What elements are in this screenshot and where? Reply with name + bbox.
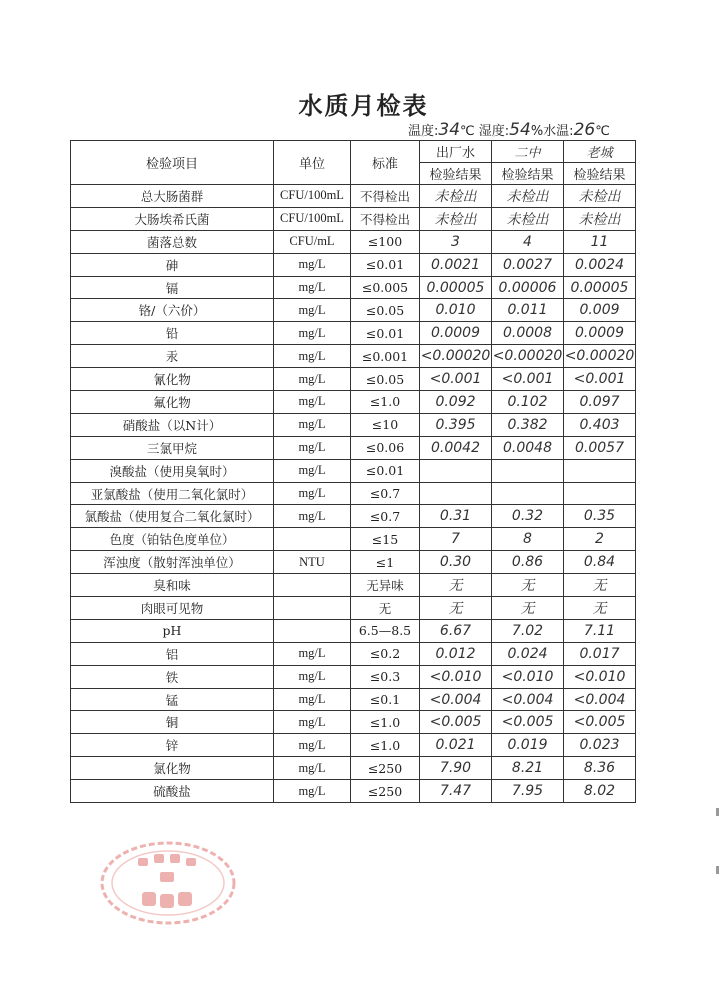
row-result-site-3 [564,276,636,299]
row-standard: ≤0.01 [351,459,420,482]
row-unit: mg/L [274,505,351,528]
table-row [71,413,636,436]
handwritten-value: <0.010 [429,668,482,685]
row-unit: mg/L [274,368,351,391]
row-result-site-3 [564,619,636,642]
table-row [71,276,636,299]
table-row [71,665,636,688]
handwritten-value: 无 [448,578,463,595]
row-item: 溴酸盐（使用臭氧时） [71,459,274,482]
row-result-site-3 [564,299,636,322]
row-standard: ≤0.01 [351,322,420,345]
handwritten-value: 无 [520,600,535,617]
row-result-factory [420,413,492,436]
table-row [71,299,636,322]
table-row [71,207,636,230]
row-standard: ≤250 [351,780,420,803]
handwritten-value: 未检出 [506,188,549,205]
row-item: 浑浊度（散射浑浊单位） [71,551,274,574]
handwritten-value: 3 [451,233,460,250]
row-result-factory [420,597,492,620]
row-item: pH [71,619,274,642]
header-site-factory: 出厂水 [420,141,492,163]
row-item: 氟化物 [71,391,274,414]
table-row [71,459,636,482]
row-unit [274,528,351,551]
row-unit: CFU/100mL [274,185,351,208]
water-quality-table [70,140,636,803]
row-result-factory [420,276,492,299]
handwritten-value: <0.004 [429,691,482,708]
humidity-unit: % [530,124,544,139]
row-standard: ≤100 [351,230,420,253]
row-result-factory [420,528,492,551]
table-row [71,642,636,665]
row-item: 硝酸盐（以N计） [71,413,274,436]
row-standard: 无异味 [351,574,420,597]
water-temp-value: 26 [573,120,596,140]
row-standard: ≤0.7 [351,505,420,528]
row-result-factory [420,345,492,368]
row-unit: mg/L [274,665,351,688]
header-standard: 标准 [351,141,420,185]
row-standard: ≤0.001 [351,345,420,368]
row-result-site-2 [492,665,564,688]
row-unit: mg/L [274,734,351,757]
row-result-factory [420,207,492,230]
row-standard: ≤0.005 [351,276,420,299]
row-result-site-2 [492,528,564,551]
table-row [71,711,636,734]
handwritten-value: 0.31 [439,508,472,525]
row-standard: ≤1 [351,551,420,574]
row-result-site-3 [564,436,636,459]
row-result-site-2 [492,619,564,642]
humidity-label: 湿度: [478,124,510,139]
handwritten-value: 0.403 [579,416,620,433]
row-standard: ≤250 [351,757,420,780]
row-result-site-3 [564,482,636,505]
table-row [71,253,636,276]
row-item: 铝 [71,642,274,665]
handwritten-value: <0.00020 [420,348,491,365]
table-row [71,757,636,780]
handwritten-value: 0.011 [507,302,548,319]
row-item: 色度（铂钴色度单位） [71,528,274,551]
handwritten-value: 7.02 [511,622,544,639]
row-unit: mg/L [274,391,351,414]
row-unit: mg/L [274,276,351,299]
handwritten-value: 无 [448,600,463,617]
row-result-factory [420,665,492,688]
row-result-site-3 [564,551,636,574]
handwritten-value: 0.30 [439,554,472,571]
row-standard: ≤0.01 [351,253,420,276]
row-result-factory [420,505,492,528]
handwritten-value: 11 [590,233,609,250]
handwritten-value: 0.009 [579,302,620,319]
row-result-site-2 [492,345,564,368]
row-result-site-2 [492,734,564,757]
handwritten-value: <0.010 [501,668,554,685]
row-item: 三氯甲烷 [71,436,274,459]
row-result-site-2 [492,207,564,230]
row-result-site-2 [492,711,564,734]
row-standard: 6.5—8.5 [351,619,420,642]
handwritten-value: 未检出 [506,211,549,228]
handwritten-value: 0.00005 [570,279,629,296]
handwritten-value: <0.005 [429,714,482,731]
row-result-site-2 [492,482,564,505]
row-unit: mg/L [274,757,351,780]
row-result-site-2 [492,757,564,780]
row-standard: ≤0.06 [351,436,420,459]
water-temp-label: 水温: [543,124,574,139]
row-result-site-2 [492,597,564,620]
handwritten-value: 0.017 [579,645,620,662]
handwritten-value: <0.001 [501,371,554,388]
row-unit: mg/L [274,780,351,803]
row-unit [274,574,351,597]
row-unit: mg/L [274,436,351,459]
row-result-site-2 [492,574,564,597]
handwritten-value: 0.0024 [575,256,624,273]
handwritten-value: 未检出 [434,211,477,228]
handwritten-value: 0.32 [511,508,544,525]
table-row [71,368,636,391]
row-item: 臭和味 [71,574,274,597]
handwritten-value: 0.0021 [431,256,480,273]
row-result-factory [420,230,492,253]
table-row [71,688,636,711]
handwritten-value: 0.00006 [498,279,557,296]
table-row [71,345,636,368]
row-result-site-2 [492,230,564,253]
row-result-factory [420,688,492,711]
handwritten-value: <0.001 [573,371,626,388]
handwritten-value: 0.012 [435,645,476,662]
handwritten-value: 2 [595,531,604,548]
table-row [71,597,636,620]
red-seal-stamp-icon [98,838,238,928]
row-item: 铜 [71,711,274,734]
handwritten-value: 8 [523,531,532,548]
row-standard: ≤0.2 [351,642,420,665]
row-standard: ≤0.1 [351,688,420,711]
row-unit: mg/L [274,345,351,368]
row-result-site-2 [492,642,564,665]
row-result-factory [420,757,492,780]
air-temp-label: 温度: [408,124,439,139]
handwritten-value: <0.005 [501,714,554,731]
table-row [71,551,636,574]
handwritten-value: 未检出 [434,188,477,205]
row-standard: ≤1.0 [351,734,420,757]
row-result-site-3 [564,322,636,345]
handwritten-value: 0.0008 [503,325,552,342]
table-header [71,141,636,185]
row-result-site-2 [492,436,564,459]
handwritten-value: 0.0057 [575,439,624,456]
row-result-site-3 [564,505,636,528]
header-result-3: 检验结果 [564,163,636,185]
row-unit: mg/L [274,459,351,482]
handwritten-value: 0.86 [511,554,544,571]
row-result-site-2 [492,391,564,414]
row-unit: CFU/mL [274,230,351,253]
row-result-factory [420,711,492,734]
row-standard: 无 [351,597,420,620]
handwritten-value: 0.021 [435,737,476,754]
row-result-factory [420,322,492,345]
row-result-site-2 [492,551,564,574]
handwritten-value: <0.010 [573,668,626,685]
row-result-factory [420,459,492,482]
row-result-site-2 [492,413,564,436]
table-row [71,528,636,551]
row-result-site-3 [564,642,636,665]
handwritten-value: <0.00020 [564,348,635,365]
air-temp-unit: ℃ [460,124,475,139]
table-row [71,482,636,505]
row-standard: ≤10 [351,413,420,436]
row-unit: mg/L [274,642,351,665]
row-result-site-3 [564,230,636,253]
row-result-site-3 [564,391,636,414]
row-unit: mg/L [274,299,351,322]
handwritten-value: 0.0009 [431,325,480,342]
table-row [71,780,636,803]
header-result-2: 检验结果 [492,163,564,185]
row-standard: ≤0.05 [351,299,420,322]
row-result-site-3 [564,368,636,391]
handwritten-value: 0.395 [435,416,476,433]
row-result-factory [420,391,492,414]
row-result-factory [420,619,492,642]
row-result-factory [420,368,492,391]
handwritten-value: 7.11 [583,622,616,639]
row-item: 氯化物 [71,757,274,780]
table-row [71,322,636,345]
handwritten-value: 0.092 [435,393,476,410]
row-result-factory [420,551,492,574]
handwritten-value: 4 [523,233,532,250]
row-result-factory [420,642,492,665]
row-result-site-3 [564,185,636,208]
row-item: 硫酸盐 [71,780,274,803]
row-result-site-3 [564,207,636,230]
page-title: 水质月检表 [298,92,429,120]
row-item: 铬/（六价） [71,299,274,322]
handwritten-value: 未检出 [578,188,621,205]
handwritten-value: 8.21 [511,760,544,777]
table-row [71,185,636,208]
handwritten-value: 0.382 [507,416,548,433]
measurement-conditions [408,120,648,140]
handwritten-value: 无 [592,600,607,617]
handwritten-value: <0.004 [573,691,626,708]
row-result-site-2 [492,276,564,299]
row-result-site-2 [492,780,564,803]
table-body [71,185,636,803]
row-item: 大肠埃希氏菌 [71,207,274,230]
row-result-site-2 [492,459,564,482]
row-result-site-2 [492,322,564,345]
table-row [71,230,636,253]
row-item: 砷 [71,253,274,276]
row-standard: ≤1.0 [351,391,420,414]
row-item: 锰 [71,688,274,711]
handwritten-value: 0.84 [583,554,616,571]
row-unit: mg/L [274,711,351,734]
table-row [71,391,636,414]
row-result-factory [420,185,492,208]
handwritten-value: 0.097 [579,393,620,410]
handwritten-value: 0.0042 [431,439,480,456]
row-unit: NTU [274,551,351,574]
row-item: 镉 [71,276,274,299]
row-result-site-2 [492,185,564,208]
handwritten-value: 0.102 [507,393,548,410]
row-standard: ≤0.05 [351,368,420,391]
handwritten-value: <0.004 [501,691,554,708]
row-result-factory [420,780,492,803]
row-result-factory [420,299,492,322]
row-result-factory [420,482,492,505]
row-standard: ≤0.3 [351,665,420,688]
row-unit [274,619,351,642]
handwritten-value: 无 [592,578,607,595]
row-item: 菌落总数 [71,230,274,253]
table-row [71,574,636,597]
handwritten-value: 7.47 [439,783,472,800]
row-standard: ≤1.0 [351,711,420,734]
row-result-site-3 [564,597,636,620]
row-item: 氯酸盐（使用复合二氧化氯时） [71,505,274,528]
row-result-site-3 [564,253,636,276]
row-standard: 不得检出 [351,185,420,208]
handwritten-value: <0.00020 [492,348,563,365]
row-result-site-3 [564,574,636,597]
header-result-1: 检验结果 [420,163,492,185]
row-result-site-3 [564,459,636,482]
row-item: 铁 [71,665,274,688]
handwritten-value: 0.0048 [503,439,552,456]
row-unit: mg/L [274,688,351,711]
handwritten-value: 7.90 [439,760,472,777]
handwritten-value: 8.36 [583,760,616,777]
scan-mark [716,808,719,816]
handwritten-value: 0.019 [507,737,548,754]
row-result-factory [420,436,492,459]
table-row [71,619,636,642]
row-unit: mg/L [274,253,351,276]
row-result-factory [420,574,492,597]
handwritten-value: 0.024 [507,645,548,662]
row-result-site-3 [564,688,636,711]
handwritten-value: 未检出 [578,211,621,228]
row-result-site-2 [492,505,564,528]
row-item: 汞 [71,345,274,368]
table-row [71,734,636,757]
row-result-factory [420,253,492,276]
row-item: 铅 [71,322,274,345]
handwritten-value: 0.010 [435,302,476,319]
table-row [71,436,636,459]
row-result-site-3 [564,665,636,688]
header-site-2: 二中 [492,141,564,163]
row-unit [274,597,351,620]
row-unit: mg/L [274,482,351,505]
handwritten-value: 0.00005 [426,279,485,296]
handwritten-value: 0.0027 [503,256,552,273]
row-item: 肉眼可见物 [71,597,274,620]
row-standard: ≤15 [351,528,420,551]
row-standard: ≤0.7 [351,482,420,505]
row-item: 氰化物 [71,368,274,391]
header-item: 检验项目 [71,141,274,185]
row-result-site-2 [492,688,564,711]
row-item: 总大肠菌群 [71,185,274,208]
row-unit: mg/L [274,322,351,345]
handwritten-value: 7 [451,531,460,548]
header-unit: 单位 [274,141,351,185]
row-standard: 不得检出 [351,207,420,230]
row-result-site-2 [492,368,564,391]
row-unit: CFU/100mL [274,207,351,230]
row-result-site-2 [492,253,564,276]
handwritten-value: 0.0009 [575,325,624,342]
scan-mark [716,866,719,874]
row-item: 锌 [71,734,274,757]
row-result-site-3 [564,757,636,780]
header-site-3: 老城 [564,141,636,163]
handwritten-value: 无 [520,578,535,595]
humidity-value: 54 [509,120,531,140]
row-item: 亚氯酸盐（使用二氧化氯时） [71,482,274,505]
row-result-site-3 [564,345,636,368]
handwritten-value: 0.023 [579,737,620,754]
handwritten-value: 8.02 [583,783,616,800]
row-result-factory [420,734,492,757]
row-result-site-2 [492,299,564,322]
row-unit: mg/L [274,413,351,436]
handwritten-value: 0.35 [583,508,616,525]
handwritten-value: 6.67 [439,622,472,639]
row-result-site-3 [564,711,636,734]
row-result-site-3 [564,780,636,803]
handwritten-value: 7.95 [511,783,544,800]
table-row [71,505,636,528]
row-result-site-3 [564,528,636,551]
handwritten-value: <0.005 [573,714,626,731]
air-temp-value: 34 [438,120,461,140]
water-temp-unit: ℃ [595,124,610,139]
row-result-site-3 [564,413,636,436]
row-result-site-3 [564,734,636,757]
handwritten-value: <0.001 [429,371,482,388]
